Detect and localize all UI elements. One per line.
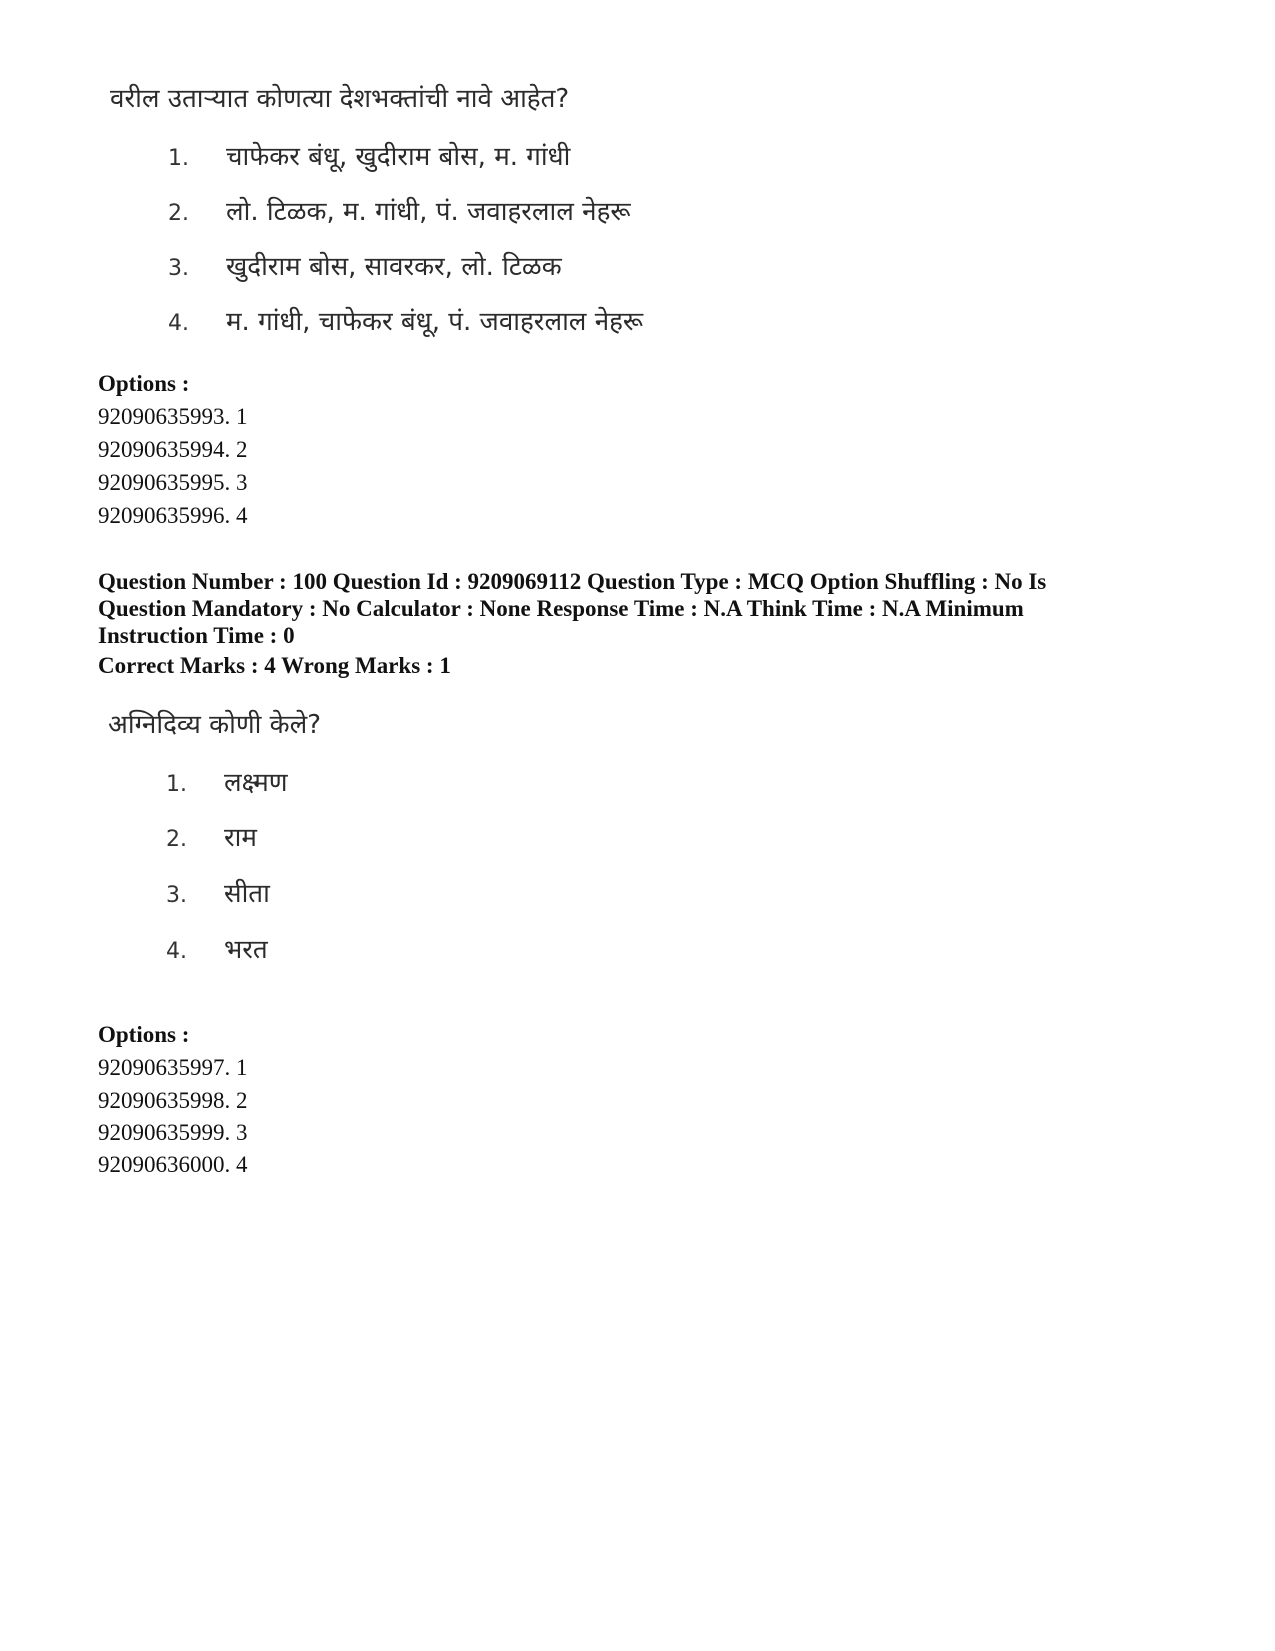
choice-number: 1.: [166, 772, 187, 797]
meta-line: Question Number : 100 Question Id : 9209069112 Question Type : MCQ Option Shuffling : No Is: [98, 569, 1047, 594]
question-100-meta: [98, 568, 1178, 649]
option-id: 92090635993. 1: [98, 404, 248, 429]
choice-text: खुदीराम बोस, सावरकर, लो. टिळक: [226, 252, 562, 282]
marks-line: Correct Marks : 4 Wrong Marks : 1: [98, 653, 451, 678]
option-id: 92090635994. 2: [98, 437, 248, 462]
choice-number: 4.: [168, 311, 189, 336]
choice-text: राम: [224, 823, 257, 853]
choice-number: 2.: [168, 201, 189, 226]
option-id: 92090635997. 1: [98, 1055, 248, 1080]
question-99-image: [110, 84, 810, 354]
option-id: 92090635995. 3: [98, 470, 248, 495]
choice-text: लक्ष्मण: [224, 768, 288, 798]
choice-text: चाफेकर बंधू, खुदीराम बोस, म. गांधी: [226, 142, 571, 172]
choice-text: भरत: [224, 935, 268, 965]
choice-text: म. गांधी, चाफेकर बंधू, पं. जवाहरलाल नेहरू: [226, 307, 644, 337]
question-99-text: वरील उताऱ्यात कोणत्या देशभक्तांची नावे आहेत?: [110, 84, 570, 114]
option-id: 92090635996. 4: [98, 503, 248, 528]
option-id: 92090636000. 4: [98, 1152, 248, 1177]
meta-line: Instruction Time : 0: [98, 623, 295, 648]
question-100-text: अग्निदिव्य कोणी केले?: [108, 710, 322, 740]
option-id: 92090635999. 3: [98, 1120, 248, 1145]
choice-text: सीता: [224, 879, 270, 909]
question-100-image: [108, 710, 508, 990]
choice-text: लो. टिळक, म. गांधी, पं. जवाहरलाल नेहरू: [226, 197, 631, 227]
meta-line: Question Mandatory : No Calculator : None Response Time : N.A Think Time : N.A Minimum: [98, 596, 1024, 621]
option-id: 92090635998. 2: [98, 1088, 248, 1113]
choice-number: 2.: [166, 827, 187, 852]
choice-number: 4.: [166, 939, 187, 964]
options-heading: Options :: [98, 1022, 190, 1047]
options-heading: Options :: [98, 371, 190, 396]
choice-number: 1.: [168, 146, 189, 171]
choice-number: 3.: [168, 256, 189, 281]
choice-number: 3.: [166, 883, 187, 908]
